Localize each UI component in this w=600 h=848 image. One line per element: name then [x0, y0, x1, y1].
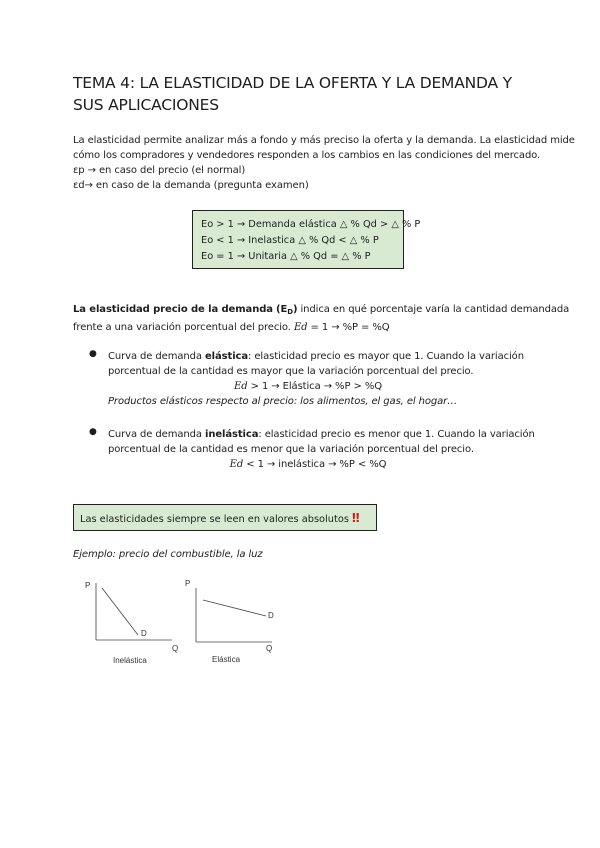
bullet-elastic — [108, 349, 538, 409]
price-elasticity-line2-text: frente a una variación porcentual del precio. — [73, 322, 294, 333]
absolute-values-note — [73, 504, 377, 531]
elastic-demand-curve — [203, 600, 266, 616]
bullet-elastic-line-2: porcentual de la cantidad es mayor que la variación porcentual del precio. — [108, 366, 474, 377]
price-elasticity-line-2 — [73, 320, 543, 335]
bullet-elastic-term: elástica — [205, 351, 248, 362]
bullet-dot-inelastic: ● — [89, 427, 97, 437]
bullet-inelastic-rest: : elasticidad precio es menor que 1. Cuando la variación — [258, 429, 535, 440]
elastic-formula-var: Ed — [234, 381, 248, 392]
price-elasticity-term: La elasticidad precio de la demanda — [73, 304, 273, 315]
formula-inelastic: Eo < 1 → Inelastica △ % Qd < △ % P — [201, 235, 379, 246]
page-title: TEMA 4: LA ELASTICIDAD DE LA OFERTA Y LA DEMANDA Y SUS APLICACIONES — [73, 74, 512, 114]
bullet-elastic-rest: : elasticidad precio es mayor que 1. Cuando la variación — [248, 351, 524, 362]
inelastic-p-label: P — [85, 581, 91, 590]
elasticity-formula-box — [192, 210, 421, 269]
elastic-caption: Elástica — [212, 655, 241, 664]
elastic-d-label: D — [268, 611, 274, 620]
elastic-p-label: P — [185, 579, 191, 588]
elastic-formula-rest: > 1 → Elástica → %P > %Q — [247, 381, 382, 392]
inelastic-formula-rest: < 1 → inelástica → %P < %Q — [243, 459, 387, 470]
bullet-inelastic-prefix: Curva de demanda — [108, 429, 205, 440]
inelastic-demand-curve — [102, 588, 138, 635]
symbol-close: ) — [292, 304, 298, 315]
bullet-elastic-prefix: Curva de demanda — [108, 351, 205, 362]
bullet-dot-elastic: ● — [89, 349, 97, 359]
double-exclamation-icon: ‼ — [352, 511, 360, 525]
price-elasticity-paragraph — [73, 302, 570, 335]
ep-line: εp → en caso del precio (el normal) — [73, 165, 246, 176]
formula-unitary: Eo = 1 → Unitaria △ % Qd = △ % P — [201, 251, 371, 262]
symbol-open: (E — [276, 304, 288, 315]
bullet-inelastic-formula — [108, 457, 508, 472]
absolute-values-text: Las elasticidades siempre se leen en valores absolutos — [80, 514, 353, 525]
bullet-inelastic-line-1 — [108, 427, 538, 442]
ed-formula-symbol: Ed — [293, 322, 308, 333]
intro-line-2: cómo los compradores y vendedores responden a los cambios en las condiciones del mercado. — [73, 150, 541, 161]
formula-elastic: Eo > 1 → Demanda elástica △ % Qd > △ % P — [201, 219, 421, 230]
bullet-elastic-line-1 — [108, 349, 538, 364]
example-caption: Ejemplo: precio del combustible, la luz — [73, 549, 263, 560]
price-elasticity-line-1 — [73, 302, 570, 320]
bullet-elastic-formula — [108, 379, 508, 394]
inelastic-d-label: D — [141, 629, 147, 638]
ed-line: εd→ en caso de la demanda (pregunta examen) — [73, 180, 309, 191]
intro-line-1: La elasticidad permite analizar más a fondo y más preciso la oferta y la demanda. La elasticidad mide — [73, 135, 575, 146]
ed-formula-tail: = 1 → %P = %Q — [307, 322, 390, 333]
inelastic-formula-var: Ed — [229, 459, 244, 470]
bullet-inelastic-term: inelástica — [205, 429, 259, 440]
bullet-inelastic-line-2: porcentual de la cantidad es menor que la variación porcentual del precio. — [108, 444, 474, 455]
bullet-inelastic — [108, 427, 538, 472]
symbol-sub: D — [287, 308, 293, 316]
inelastic-q-label: Q — [172, 644, 179, 653]
price-elasticity-symbol — [276, 304, 297, 315]
price-elasticity-rest: indica en qué porcentaje varía la cantidad demandada — [297, 304, 570, 315]
intro-paragraph — [73, 133, 575, 193]
elastic-products-example: Productos elásticos respecto al precio: los alimentos, el gas, el hogar… — [108, 396, 458, 407]
inelastic-caption: Inelástica — [113, 656, 147, 665]
elastic-q-label: Q — [266, 644, 273, 653]
